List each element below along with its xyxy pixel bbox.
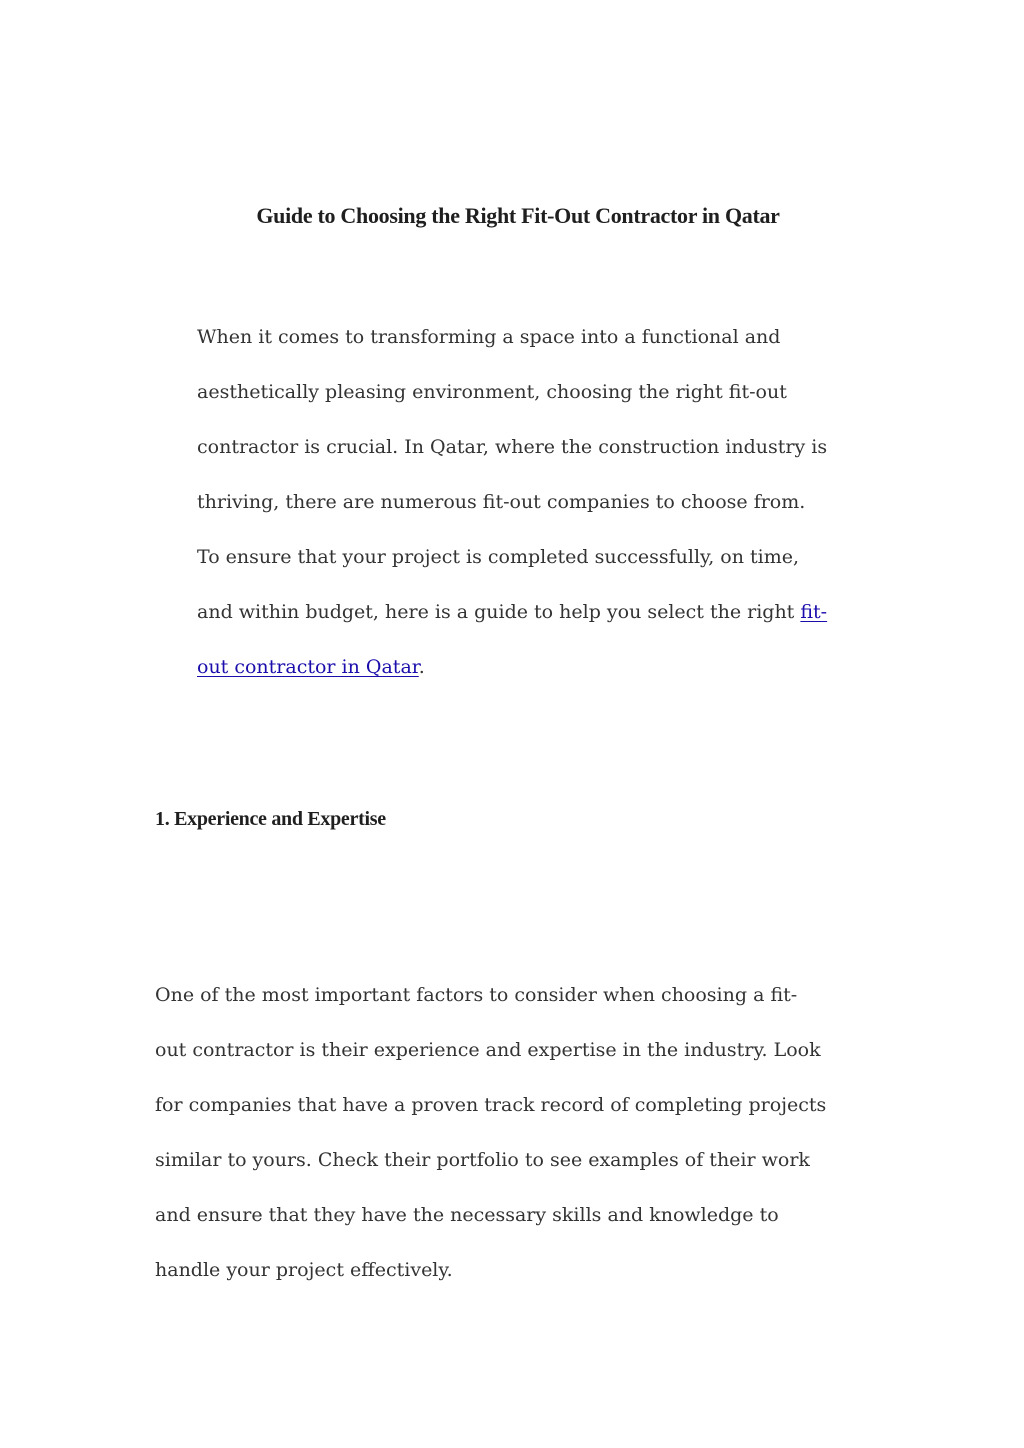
paragraph-line: and ensure that they have the necessary skills and knowledge to (155, 1204, 779, 1226)
fit-out-contractor-link-part1[interactable]: fit- (800, 601, 828, 623)
intro-line: thriving, there are numerous fit-out companies to choose from. (197, 491, 806, 513)
paragraph-line: for companies that have a proven track record of completing projects (155, 1094, 827, 1116)
intro-line: When it comes to transforming a space into a functional and (197, 326, 781, 348)
intro-line-with-link-end (197, 640, 837, 695)
document-title: Guide to Choosing the Right Fit-Out Contractor in Qatar (256, 203, 780, 228)
intro-paragraph (197, 310, 837, 695)
paragraph-line: similar to yours. Check their portfolio to see examples of their work (155, 1149, 810, 1171)
section-heading-experience: 1. Experience and Expertise (155, 808, 386, 830)
intro-line: contractor is crucial. In Qatar, where the construction industry is (197, 436, 828, 458)
intro-line: and within budget, here is a guide to help you select the right (197, 601, 801, 623)
intro-line: aesthetically pleasing environment, choosing the right fit-out (197, 381, 787, 403)
intro-period: . (418, 656, 425, 678)
paragraph-line: handle your project effectively. (155, 1259, 453, 1281)
section-paragraph-experience (155, 968, 845, 1298)
intro-line: To ensure that your project is completed successfully, on time, (197, 546, 800, 568)
paragraph-line: One of the most important factors to consider when choosing a fit- (155, 984, 798, 1006)
fit-out-contractor-link-part2[interactable]: out contractor in Qatar (197, 656, 419, 678)
intro-line-with-link (197, 585, 837, 640)
paragraph-line: out contractor is their experience and expertise in the industry. Look (155, 1039, 821, 1061)
